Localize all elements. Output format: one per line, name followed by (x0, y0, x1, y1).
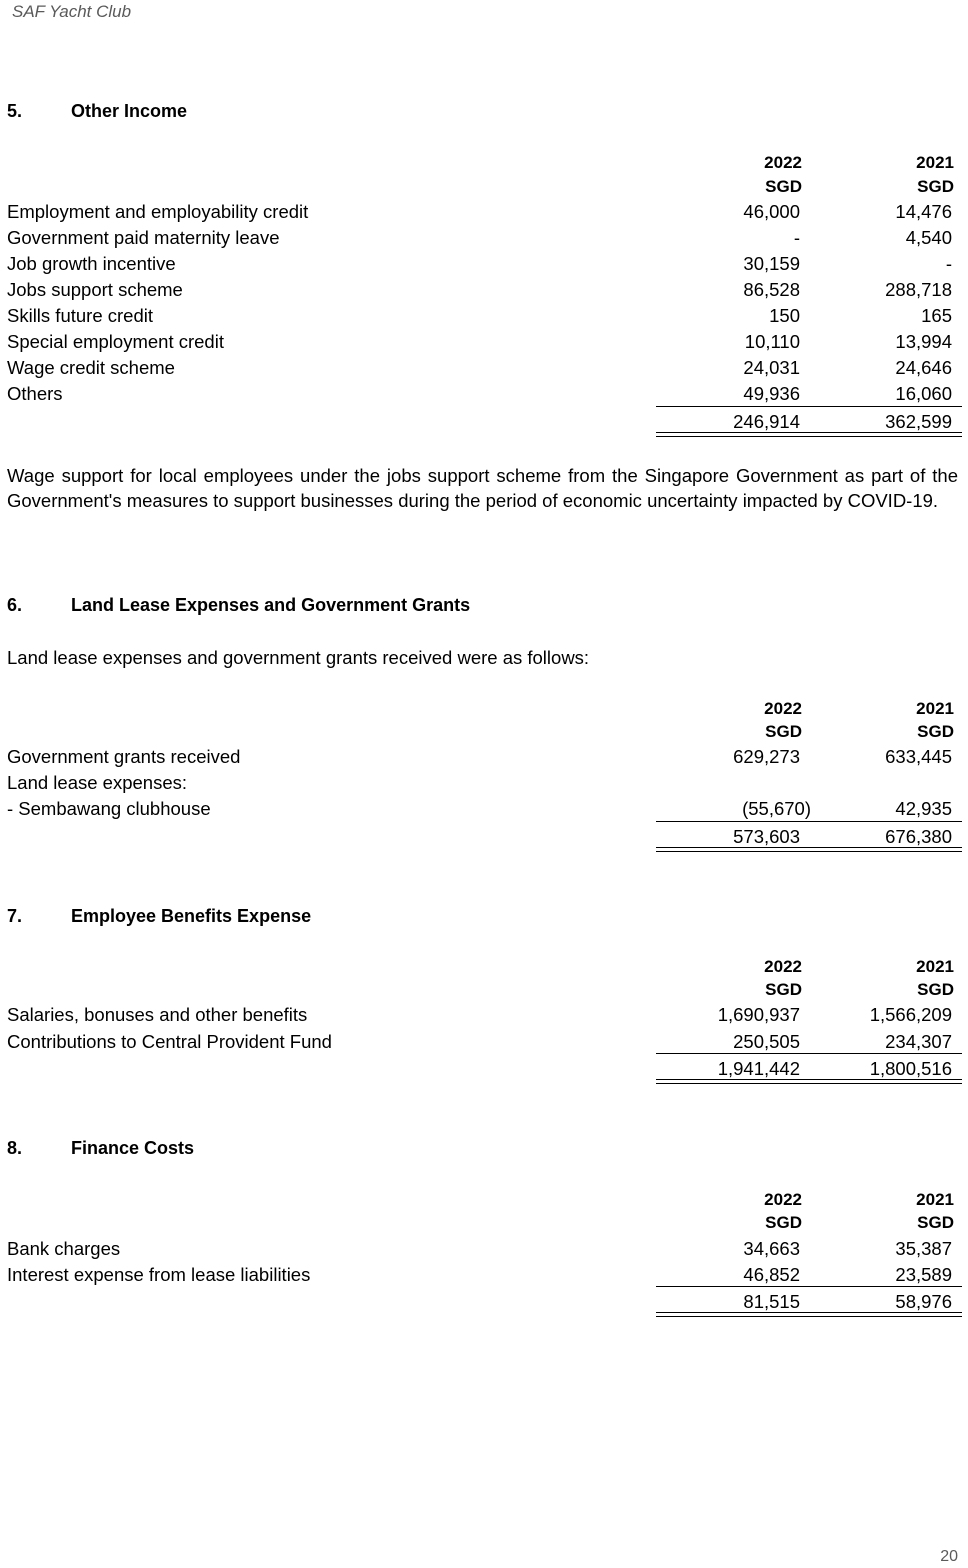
section-note: Wage support for local employees under the jobs support scheme from the Singapore Government as part of the Government's measures to support businesses during the period of economic uncertainty impacted by COVID-19. (7, 465, 958, 511)
column-currency-2022: SGD (765, 980, 802, 999)
row-value-2021: 4,540 (905, 227, 952, 248)
section-number: 8. (7, 1138, 23, 1158)
section-heading: Employee Benefits Expense (71, 906, 312, 926)
row-value-2021: 165 (921, 305, 952, 326)
row-label: Employment and employability credit (7, 201, 309, 222)
total-value-2022: 246,914 (733, 411, 800, 432)
column-currency-2021: SGD (917, 177, 954, 196)
row-label: Special employment credit (7, 331, 224, 352)
row-label: Government grants received (7, 746, 241, 767)
total-double-rule (656, 847, 962, 852)
section-title (7, 101, 187, 122)
row-label: Wage credit scheme (7, 357, 175, 378)
row-label: Contributions to Central Provident Fund (7, 1031, 332, 1052)
row-value-2021: 23,589 (895, 1264, 952, 1285)
row-value-2021: 35,387 (895, 1238, 952, 1259)
row-value-2021: 633,445 (885, 746, 952, 767)
row-value-2021: 24,646 (895, 357, 952, 378)
section-number: 7. (7, 906, 23, 926)
column-currency-2022: SGD (765, 1213, 802, 1232)
subtotal-rule (656, 821, 962, 822)
total-double-rule (656, 1312, 962, 1317)
row-value-2022: 24,031 (743, 357, 800, 378)
row-value-2022: 49,936 (743, 383, 800, 404)
row-value-2021: 1,566,209 (869, 1004, 952, 1025)
row-value-2022: 30,159 (743, 253, 800, 274)
section-heading: Land Lease Expenses and Government Grants (71, 595, 471, 615)
total-value-2021: 362,599 (885, 411, 952, 432)
row-value-2022: - (793, 227, 800, 248)
section-title (7, 906, 311, 927)
column-year-2022: 2022 (764, 1190, 802, 1209)
row-value-2022: 1,690,937 (717, 1004, 800, 1025)
row-value-2021: 42,935 (895, 798, 952, 819)
column-currency-2021: SGD (917, 722, 954, 741)
row-label: Bank charges (7, 1238, 121, 1259)
column-year-2022: 2022 (764, 699, 802, 718)
column-year-2021: 2021 (916, 153, 954, 172)
total-value-2021: 58,976 (895, 1291, 952, 1312)
row-label: Government paid maternity leave (7, 227, 280, 248)
row-label: Others (7, 383, 63, 404)
row-value-2022: 250,505 (733, 1031, 800, 1052)
total-value-2022: 573,603 (733, 826, 800, 847)
row-value-2022: 46,000 (743, 201, 800, 222)
section-heading: Finance Costs (71, 1138, 195, 1158)
subtotal-rule (656, 1053, 962, 1054)
total-double-rule (656, 1079, 962, 1084)
page-number: 20 (940, 1548, 958, 1565)
column-year-2021: 2021 (916, 1190, 954, 1209)
column-year-2021: 2021 (916, 699, 954, 718)
row-label: Land lease expenses: (7, 772, 187, 793)
section-title (7, 595, 470, 616)
row-value-2022: (55,670) (742, 798, 811, 819)
total-value-2022: 1,941,442 (717, 1058, 800, 1079)
row-value-2022: 46,852 (743, 1264, 800, 1285)
row-value-2021: 288,718 (885, 279, 952, 300)
subtotal-rule (656, 1286, 962, 1287)
row-value-2021: 16,060 (895, 383, 952, 404)
section-title (7, 1138, 194, 1159)
subtotal-rule (656, 406, 962, 407)
section-number: 6. (7, 595, 23, 615)
row-value-2021: 14,476 (895, 201, 952, 222)
row-value-2021: 13,994 (895, 331, 952, 352)
section-number: 5. (7, 101, 23, 121)
row-value-2022: 86,528 (743, 279, 800, 300)
document-header: SAF Yacht Club (12, 2, 132, 21)
row-value-2022: 629,273 (733, 746, 800, 767)
section-heading: Other Income (71, 101, 188, 121)
row-label: Interest expense from lease liabilities (7, 1264, 311, 1285)
row-label: Job growth incentive (7, 253, 176, 274)
row-label: Salaries, bonuses and other benefits (7, 1004, 308, 1025)
column-year-2022: 2022 (764, 153, 802, 172)
column-currency-2021: SGD (917, 1213, 954, 1232)
total-value-2022: 81,515 (743, 1291, 800, 1312)
row-value-2021: - (945, 253, 952, 274)
row-label: - Sembawang clubhouse (7, 798, 211, 819)
column-year-2022: 2022 (764, 957, 802, 976)
column-currency-2021: SGD (917, 980, 954, 999)
total-value-2021: 1,800,516 (869, 1058, 952, 1079)
section-intro: Land lease expenses and government grants received were as follows: (7, 647, 590, 668)
row-label: Jobs support scheme (7, 279, 183, 300)
total-value-2021: 676,380 (885, 826, 952, 847)
column-currency-2022: SGD (765, 722, 802, 741)
row-value-2022: 150 (769, 305, 800, 326)
total-double-rule (656, 432, 962, 437)
row-value-2022: 34,663 (743, 1238, 800, 1259)
column-currency-2022: SGD (765, 177, 802, 196)
column-year-2021: 2021 (916, 957, 954, 976)
row-label: Skills future credit (7, 305, 153, 326)
row-value-2022: 10,110 (744, 331, 800, 352)
row-value-2021: 234,307 (885, 1031, 952, 1052)
